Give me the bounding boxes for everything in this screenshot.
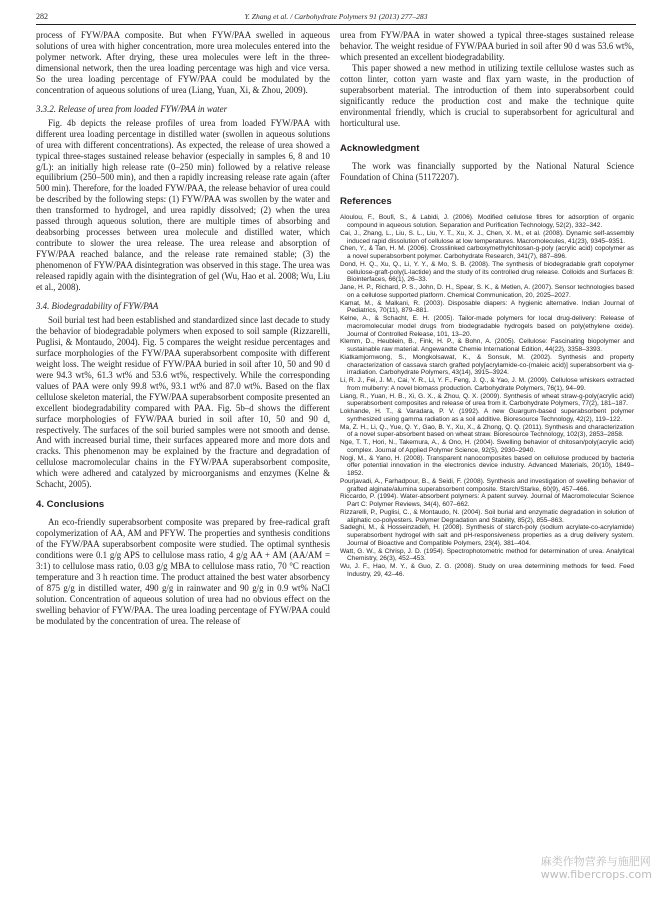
- right-column: [340, 30, 634, 579]
- reference-entry: Pourjavadi, A., Farhadpour, B., & Seidi, F. (2008). Synthesis and investigation of swelling behavior of grafted alginate/alumina superabsorbent composite. Starch/Starke, 60(9), 457–466.: [340, 477, 634, 493]
- reference-entry: Sadeghi, M., & Hosseinzadeh, H. (2008). Synthesis of starch-poly (sodium acrylate-co-acrylamide) superabsorbent hydrogel with salt and pH-responsiveness properties as a drug delivery system. Journal of Bioactive and Compatible Polymers, 23(4), 381–404.: [340, 524, 634, 547]
- reference-entry: Wu, J. F., Hao, M. Y., & Guo, Z. G. (2008). Study on urea determining methods for feed. Feed Industry, 29, 42–46.: [340, 563, 634, 578]
- references-heading: References: [340, 196, 392, 208]
- reference-entry: Nogi, M., & Yano, H. (2008). Transparent nanocomposites based on cellulose produced by bacteria offer potential innovation in the electronics device industry. Advanced Materials, 20(10), 1849–1852.: [340, 454, 634, 478]
- reference-entry: Klemm, D., Heublein, B., Fink, H. P., & Bohn, A. (2005). Cellulose: Fascinating biopolymer and sustainable raw material. Angewandte Chemie International Edition, 44(22), 3358–3393.: [340, 338, 634, 354]
- reference-entry: Rizzarelli, P., Puglisi, C., & Montaudo, N. (2004). Soil burial and enzymatic degradation in solution of aliphatic co-polyesters. Polymer Degradation and Stability, 85(2), 855–863.: [340, 508, 634, 524]
- reference-entry: Chen, Y., & Tan, H. M. (2006). Crosslinked carboxymethylchitosan-g-poly (acrylic acid) copolymer as a novel superabsorbent polymer. Carbohydrate Research, 341(7), 887–896.: [340, 245, 634, 261]
- reference-entry: Nge, T. T., Hori, N., Takemura, A., & Ono, H. (2004). Swelling behavior of chitosan/poly(acrylic acid) complex. Journal of Applied Polymer Science, 92(5), 2930–2940.: [340, 439, 634, 454]
- paragraph: Soil burial test had been established and standardized since last decade to study the behavior of biodegradable polymers when exposed to soil sample (Rizzarelli, Puglisi, & Montaudo, 2004). Fig. 5 compares the weight residue percentages and surface morphologies of the FYW/PAA superabsorbent composite with different weight loss. The weight residue of FYW/PAA buried in soil after 10, 50 and 90 d were 94.3 wt%, 61.3 wt% and 53.6 wt%, respectively. While the corresponding values of PAA were only 99.8 wt%, 93.1 wt% and 87.0 wt%. Based on the flax cellulose skeleton material, the FYW/PAA superabsorbent composite presented an excellent biodegradability compared with PAA. Fig. 5b–d shows the different surface morphologies of FYW/PAA buried in soil after 10, 50 and 90 d, respectively. The surfaces of the soil buried samples were not smooth and dense. And with increased burial time, their surfaces appeared more and more dots and cracks. This phenomenon may be explained by the fracture and degradation of cellulose macromolecular chains in the FYW/PAA superabsorbent composite, which were adhered and catalyzed by microorganisms and enzymes (Kelne & Schacht, 2005).: [36, 314, 330, 490]
- watermark-line: 麻类作物营养与施肥网: [540, 855, 651, 868]
- reference-entry: Riccardo, P. (1994). Water-absorbent polymers: A patent survey. Journal of Macromolecular Science Part C: Polymer Reviews, 34(4), 607–662.: [340, 493, 634, 509]
- reference-list: [340, 214, 634, 578]
- paragraph: An eco-friendly superabsorbent composite was prepared by free-radical graft copolymerization of AA, AM and PFYW. The properties and synthesis conditions of the FYW/PAA superabsorbent composite were studied. The optimal synthesis conditions were 0.1 g/g APS to cellulose mass ratio, 4 g/g AA + AM (AA/AM = 3:1) to cellulose mass ratio, 0.03 g/g MBA to cellulose mass ratio, 70 °C reaction temperature and 3 h reaction time. The product attained the best water absorbency of 875 g/g in distilled water, 490 g/g in rainwater and 90 g/g in 0.9 wt% NaCl solution. Concentration of aqueous solution of urea had no obvious effect on the swelling behavior of FYW/PAA. The urea loading percentage of FYW/PAA could be modulated by the concentration of urea. The release of: [36, 517, 330, 626]
- page-number: 282: [36, 12, 48, 21]
- left-column: [36, 30, 330, 627]
- watermark-line: www.fibercrops.com: [540, 868, 652, 881]
- paragraph: process of FYW/PAA composite. But when FYW/PAA swelled in aqueous solutions of urea with higher concentration, more urea molecules entered into the polymer network. After drying, these urea molecules were left in the three-dimensional network, then the urea loading percentage was high and vice versa. So the urea loading percentage of FYW/PAA could be modulated by the concentration of aqueous solutions of urea (Liang, Yuan, Xi, & Zhou, 2009).: [36, 30, 330, 95]
- reference-entry: Li, R. J., Fei, J. M., Cai, Y. R., Li, Y. F., Feng, J. Q., & Yao, J. M. (2009). Cellulose whiskers extracted from mulberry: A novel biomass production. Carbohydrate Polymers, 76(1), 94–99.: [340, 377, 634, 392]
- reference-entry: Kiatkamjornwong, S., Mongkolsawat, K., & Sonsuk, M. (2002). Synthesis and property characterization of cassava starch grafted poly[acrylamide-co-(maleic acid)] superabsorbent via g-irradiation. Carbohydrate Polymers, 43(14), 3915–3924.: [340, 353, 634, 377]
- reference-entry: Watt, G. W., & Chrisp, J. D. (1954). Spectrophotometric method for determination of urea. Analytical Chemistry, 26(3), 452–453.: [340, 547, 634, 563]
- subsection-heading: 3.4. Biodegradability of FYW/PAA: [36, 300, 159, 311]
- paragraph: Fig. 4b depicts the release profiles of urea from loaded FYW/PAA with different urea loading percentage in distilled water (swollen in aqueous solutions of urea with different concentrations). As expected, the release of urea showed a typical three-stages sustained release behavior (especially in samples 6, 8 and 10 g/L): an initially high release rate (0–250 min) followed by a relative release equilibrium (250–500 min), and then a rapidly increasing release rate again (after 500 min). Therefore, for the loaded FYW/PAA, the release behavior of urea could be described by the following steps: (1) FYW/PAA was swollen by the water and then transformed to hydrogel, and urea rapidly dissolved; (2) when the urea passed through aqueous solution, there are multiple times of absorbing and deabsorbing processes between urea molecule and distilled water, which contribute to slower the urea release. The urea release and absorption of FYW/PAA reached balance, and the release rate remained stable; (3) the phenomenon of FYW/PAA disintegration was observed in this stage. The urea was released rapidly again with the disintegration of gel (Wu, Hao et al. 2008; Wu, Liu et al., 2008).: [36, 117, 330, 293]
- paragraph: This paper showed a new method in utilizing textile cellulose wastes such as cotton linter, cotton yarn waste and flax yarn waste, in the production of superabsorbent material. The introduction of them into superabsorbent could significantly reduce the production cost and make the technique quite environmental friendly, which is crucial to superabsorbent for agricultural and horticultural use.: [340, 62, 634, 128]
- reference-entry: Aloulou, F., Boufi, S., & Labidi, J. (2006). Modified cellulose fibres for adsorption of organic compound in aqueous solution. Separation and Purification Technology, 52(2), 332–342.: [340, 214, 634, 230]
- watermark: [541, 855, 652, 881]
- reference-entry: Jane, H. P., Richard, P. S., John, D. H., Spear, S. K., & Metlen, A. (2007). Sensor technologies based on a cellulose supported platform. Chemical Communication, 20, 2025–2027.: [340, 284, 634, 299]
- acknowledgment-text: The work was financially supported by the National Natural Science Foundation of China (51172207).: [340, 160, 634, 182]
- reference-entry: Kelne, A., & Schacht, E. H. (2005). Tailor-made polymers for local drug-delivery: Release of macromolecular model drugs from biodegradable hydrogels based on poly(ethylene oxide). Journal of Controlled Release, 101, 13–20.: [340, 315, 634, 338]
- acknowledgment-heading: Acknowledgment: [340, 142, 420, 154]
- section-heading: 4. Conclusions: [36, 499, 105, 511]
- reference-entry: Liang, R., Yuan, H. B., Xi, G. X., & Zhou, Q. X. (2009). Synthesis of wheat straw-g-poly(acrylic acid) superabsorbent composites and release of urea from it. Carbohydrate Polymers, 77(2), 181–187.: [340, 392, 634, 408]
- reference-entry: Kamat, M., & Malkani, R. (2003). Disposable diapers: A hygienic alternative. Indian Journal of Pediatrics, 70(11), 879–881.: [340, 299, 634, 315]
- reference-entry: Lokhande, H. T., & Varadara, P. V. (1992). A new Guargum-based superabsorbent polymer synthesized using gamma radiation as a soil additive. Bioresource Technology, 42(2), 119–122.: [340, 408, 634, 423]
- reference-entry: Ma, Z. H., Li, Q., Yue, Q. Y., Gao, B. Y., Xu, X., & Zhong, Q. Q. (2011). Synthesis and characterization of a novel super-absorbent based on wheat straw. Bioresource Technology, 102(3), 2853–2858.: [340, 423, 634, 439]
- reference-entry: Cai, J., Zhang, L., Liu, S. L., Liu, Y. T., Xu, X. J., Chen, X. M., et al. (2008). Dynamic self-assembly induced rapid dissolution of cellulose at low temperatures. Macromolecules, 41(23), 9345–9351.: [340, 229, 634, 245]
- paragraph: urea from FYW/PAA in water showed a typical three-stages sustained release behavior. The weight residue of FYW/PAA buried in soil after 90 d was 53.6 wt%, which presented an excellent biodegradability.: [340, 30, 634, 62]
- running-head: Y. Zhang et al. / Carbohydrate Polymers 91 (2013) 277–283: [244, 12, 428, 21]
- header-rule: [36, 24, 636, 25]
- subsection-heading: 3.3.2. Release of urea from loaded FYW/PAA in water: [36, 103, 228, 114]
- reference-entry: Dond, H. Q., Xu, Q., Li, Y. Y., & Mo, S. B. (2008). The synthesis of biodegradable graft copolymer cellulose-graft-poly(L-lactide) and the study of its controlled drug release. Colloids and Surfaces B: Biointerfaces, 66(1), 26–33.: [340, 260, 634, 284]
